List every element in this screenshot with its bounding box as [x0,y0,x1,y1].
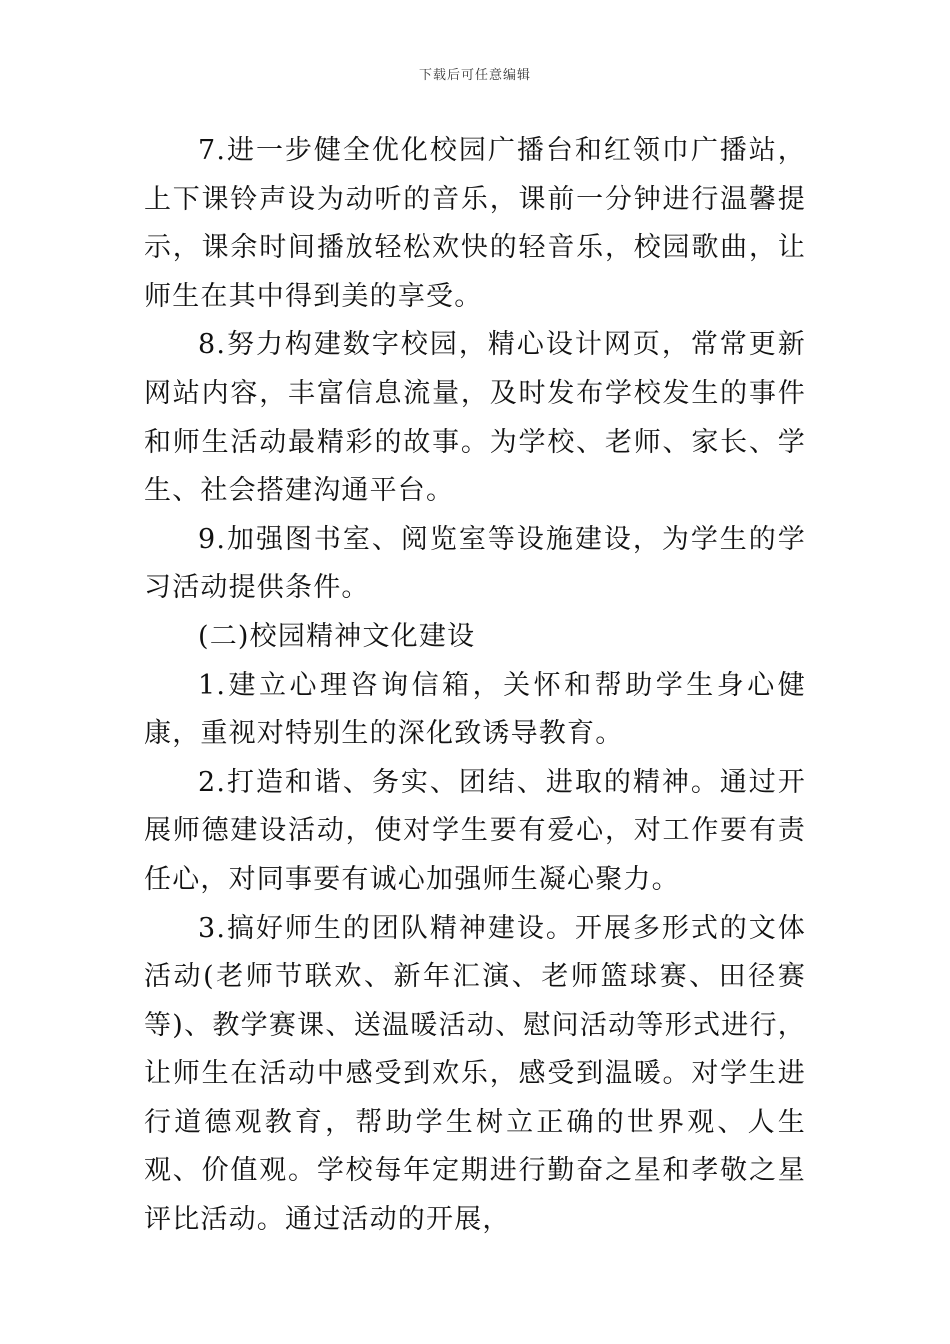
paragraph-item-8: 8.努力构建数字校园，精心设计网页，常常更新网站内容，丰富信息流量，及时发布学校发生的事件和师生活动最精彩的故事。为学校、老师、家长、学生、社会搭建沟通平台。 [144,329,806,507]
section-heading: (二)校园精神文化建设 [198,620,476,652]
document-body [144,127,806,1245]
paragraph-item-7: 7.进一步健全优化校园广播台和红领巾广播站，上下课铃声设为动听的音乐，课前一分钟进行温馨提示，课余时间播放轻松欢快的轻音乐，校园歌曲，让师生在其中得到美的享受。 [144,135,806,312]
paragraph-item-9: 9.加强图书室、阅览室等设施建设，为学生的学习活动提供条件。 [144,523,806,604]
paragraph-item-2: 2.打造和谐、务实、团结、进取的精神。通过开展师德建设活动，使对学生要有爱心，对工作要有责任心，对同事要有诚心加强师生凝心聚力。 [144,766,806,895]
paragraph-item-3: 3.搞好师生的团队精神建设。开展多形式的文体活动(老师节联欢、新年汇演、老师篮球赛、田径赛等)、教学赛课、送温暖活动、慰问活动等形式进行，让师生在活动中感受到欢乐，感受到温暖。对学生进行道德观教育，帮助学生树立正确的世界观、人生观、价值观。学校每年定期进行勤奋之星和孝敬之星评比活动。通过活动的开展， [144,912,806,1236]
paragraph-item-1: 1.建立心理咨询信箱，关怀和帮助学生身心健康，重视对特别生的深化致诱导教育。 [144,669,806,750]
page-header: 下载后可任意编辑 [418,68,531,83]
